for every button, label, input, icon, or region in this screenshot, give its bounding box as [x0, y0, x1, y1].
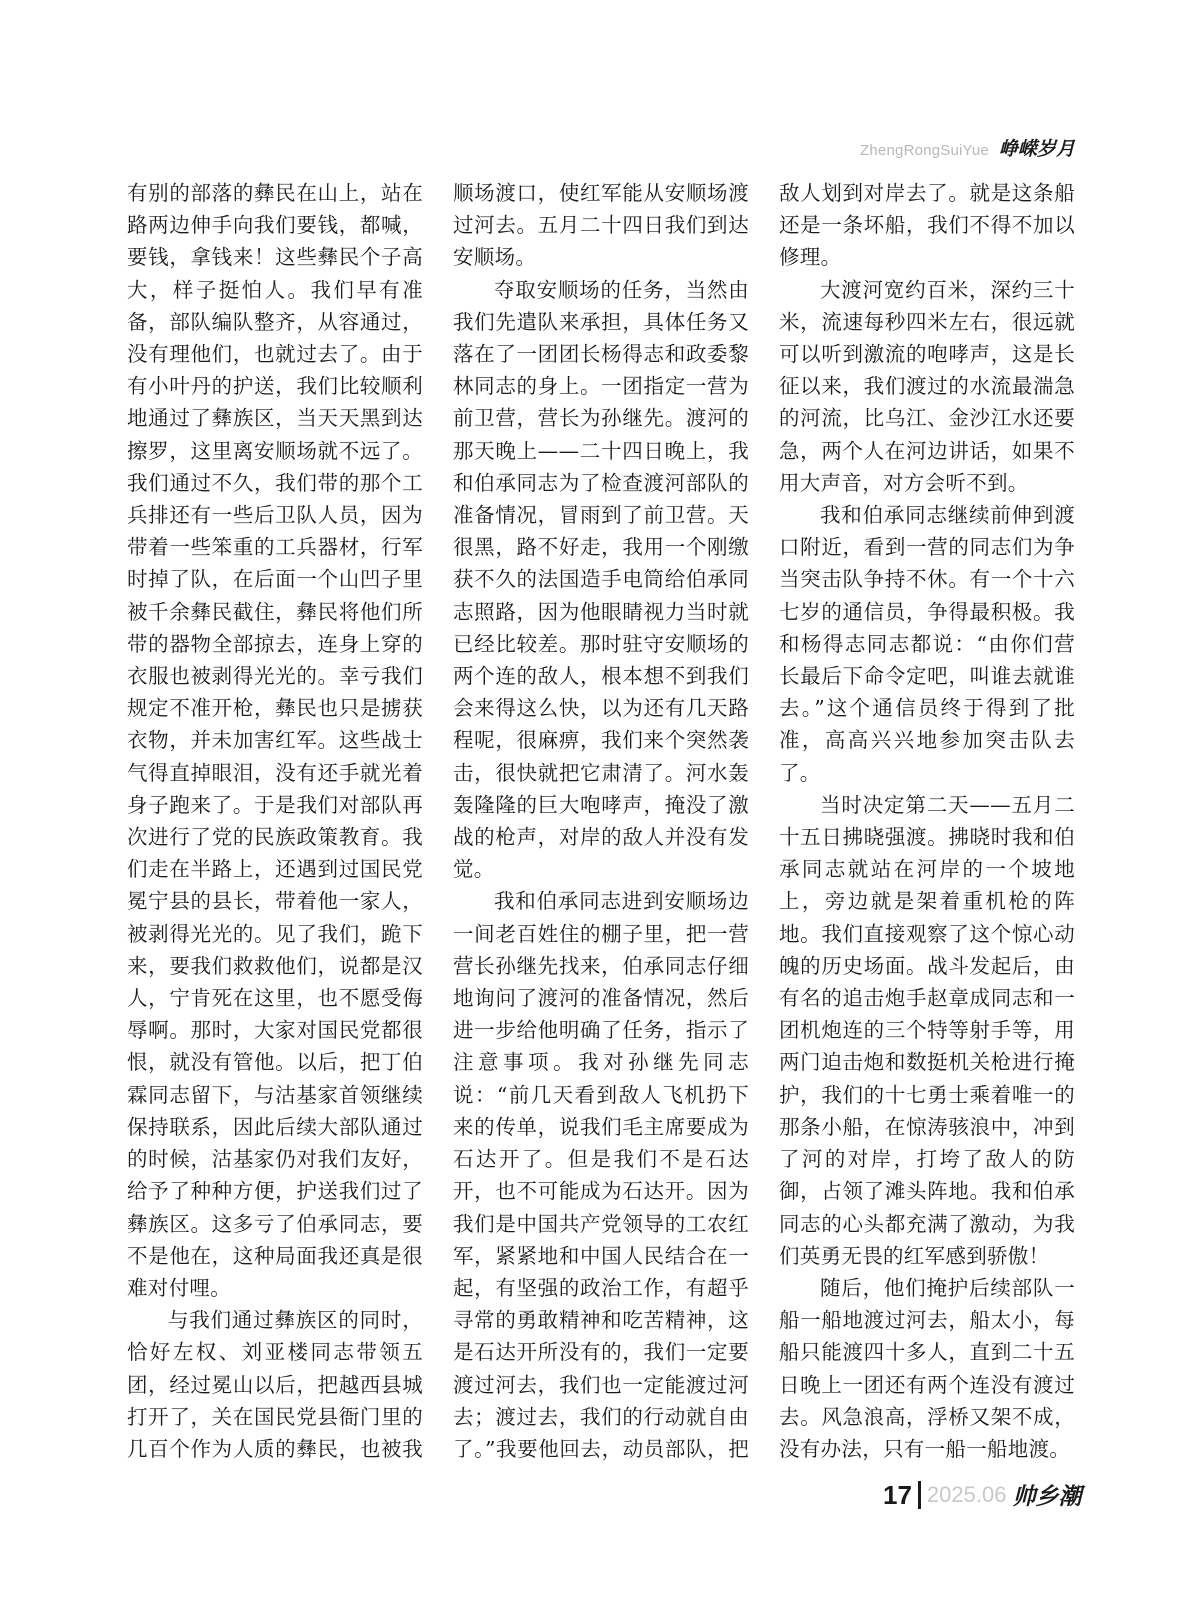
page-number: 17 [883, 1481, 921, 1509]
paragraph: 顺场渡口，使红军能从安顺场渡过河去。五月二十四日我们到达安顺场。 [453, 181, 749, 270]
text-column-3 [779, 177, 1075, 1463]
magazine-logo: 帅乡潮 [1012, 1484, 1082, 1510]
paragraph: 我和伯承同志进到安顺场边一间老百姓住的棚子里，把一营营长孙继先找来，伯承同志仔细地询问了渡河的准备情况，然后进一步给他明确了任务，指示了注意事项。我对孙继先同志说：“前几天看到敌人飞机扔下来的传单，说我们毛主席要成为石达开了。但是我们不是石达开，也不可能成为石达开。因为我们是中国共产党领导的工农红军，紧紧地和中国人民结合在一起，有坚强的政治工作，有超乎寻常的勇敢精神和吃苦精神，这是石达开所没有的，我们一定要渡过河去，我们也一定能渡过河去；渡过去，我们的行动就自由了。”我要他回去，动员部队，把 [453, 889, 749, 1461]
paragraph: 随后，他们掩护后续部队一船一船地渡过河去，船太小，每船只能渡四十多人，直到二十五日晚上一团还有两个连没有渡过去。风急浪高，浮桥又架不成，没有办法，只有一船一船地渡。 [779, 1275, 1075, 1461]
text-column-2 [453, 177, 749, 1463]
article-body [127, 177, 1075, 1463]
text-column-1 [127, 177, 423, 1463]
paragraph: 夺取安顺场的任务，当然由我们先遣队来承担，具体任务又落在了一团团长杨得志和政委黎林同志的身上。一团指定一营为前卫营，营长为孙继先。渡河的那天晚上——二十四日晚上，我和伯承同志为了检查渡河部队的准备情况，冒雨到了前卫营。天很黑，路不好走，我用一个刚缴获不久的法国造手电筒给伯承同志照路，因为他眼睛视力当时就已经比较差。那时驻守安顺场的两个连的敌人，根本想不到我们会来得这么快，以为还有几天路程呢，很麻痹，我们来个突然袭击，很快就把它肃清了。河水轰轰隆隆的巨大咆哮声，掩没了激战的枪声，对岸的敌人并没有发觉。 [453, 277, 749, 882]
issue-date: 2025.06 [926, 1481, 1007, 1507]
section-title-cn: 峥嵘岁月 [998, 138, 1075, 160]
paragraph: 敌人划到对岸去了。就是这条船还是一条坏船，我们不得不加以修理。 [779, 181, 1075, 270]
section-title-en: ZhengRongSuiYue [860, 142, 989, 159]
page-footer [883, 1478, 1081, 1511]
paragraph: 与我们通过彝族区的同时，恰好左权、刘亚楼同志带领五团，经过冕山以后，把越西县城打开了，关在国民党县衙门里的几百个作为人质的彝民，也被我 [127, 1308, 423, 1461]
paragraph: 大渡河宽约百米，深约三十米，流速每秒四米左右，很远就可以听到激流的咆哮声，这是长征以来，我们渡过的水流最湍急的河流，比乌江、金沙江水还要急，两个人在河边讲话，如果不用大声音，对方会听不到。 [779, 277, 1075, 495]
paragraph: 当时决定第二天——五月二十五日拂晓强渡。拂晓时我和伯承同志就站在河岸的一个坡地上，旁边就是架着重机枪的阵地。我们直接观察了这个惊心动魄的历史场面。战斗发起后，由有名的追击炮手赵章成同志和一团机炮连的三个特等射手等，用两门迫击炮和数挺机关枪进行掩护，我们的十七勇士乘着唯一的那条小船，在惊涛骇浪中，冲到了河的对岸，打垮了敌人的防御，占领了滩头阵地。我和伯承同志的心头都充满了激动，为我们英勇无畏的红军感到骄傲！ [779, 792, 1075, 1268]
page-header [860, 134, 1075, 161]
paragraph: 有别的部落的彝民在山上，站在路两边伸手向我们要钱，都喊，要钱，拿钱来！这些彝民个子高大，样子挺怕人。我们早有准备，部队编队整齐，从容通过，没有理他们，也就过去了。由于有小叶丹的护送，我们比较顺利地通过了彝族区，当天天黑到达擦罗，这里离安顺场就不远了。我们通过不久，我们带的那个工兵排还有一些后卫队人员，因为带着一些笨重的工兵器材，行军时掉了队，在后面一个山凹子里被千余彝民截住，彝民将他们所带的器物全部掠去，连身上穿的衣服也被剥得光光的。幸亏我们规定不准开枪，彝民也只是掳获衣物，并未加害红军。这些战士气得直掉眼泪，没有还手就光着身子跑来了。于是我们对部队再次进行了党的民族政策教育。我们走在半路上，还遇到过国民党冕宁县的县长，带着他一家人，被剥得光光的。见了我们，跪下来，要我们救救他们，说都是汉人，宁肯死在这里，也不愿受侮辱啊。那时，大家对国民党都很恨，就没有管他。以后，把丁伯霖同志留下，与沽基家首领继续保持联系，因此后续大部队通过的时候，沽基家仍对我们友好，给予了种种方便，护送我们过了彝族区。这多亏了伯承同志，要不是他在，这种局面我还真是很难对付哩。 [127, 181, 423, 1300]
paragraph: 我和伯承同志继续前伸到渡口附近，看到一营的同志们为争当突击队争持不休。有一个十六七岁的通信员，争得最积极。我和杨得志同志都说：“由你们营长最后下命令定吧，叫谁去就谁去。”这个通信员终于得到了批准，高高兴兴地参加突击队去了。 [779, 503, 1075, 785]
